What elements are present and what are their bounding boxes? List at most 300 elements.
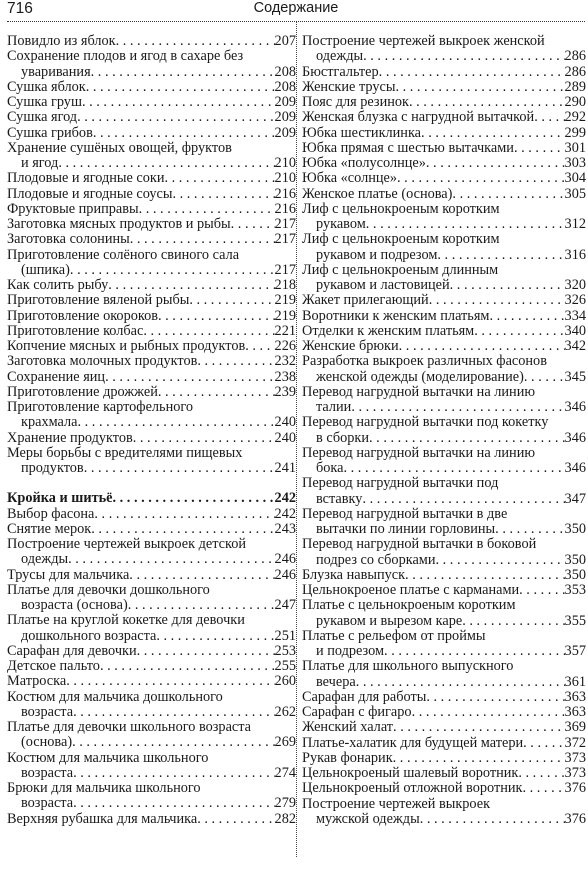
toc-entry-title: Сушка яблок (7, 79, 86, 95)
toc-page-number: 342 (564, 339, 586, 354)
toc-section-heading[interactable] (7, 491, 296, 506)
toc-entry-title: Детское пальто (7, 659, 100, 674)
toc-page-number: 373 (564, 750, 586, 766)
toc-page-number: 320 (564, 278, 586, 293)
toc-entry-title: талии (316, 400, 352, 415)
page-title: Содержание (253, 0, 339, 16)
toc-entry[interactable] (302, 34, 586, 65)
toc-page-number: 240 (274, 430, 296, 446)
toc-entry-title: Сарафан для работы (302, 689, 427, 705)
toc-entry-title: Платье для школьного выпускного (302, 659, 514, 675)
toc-page-number: 247 (274, 598, 296, 613)
toc-entry-title: возраста (21, 704, 74, 720)
toc-entry[interactable] (7, 644, 296, 659)
toc-entry[interactable] (302, 110, 586, 125)
toc-entry-title: Приготовление окороков (7, 308, 158, 324)
toc-entry-title: Приготовление колбас (7, 323, 144, 339)
toc-entry-title: продуктов (21, 461, 84, 476)
toc-entry[interactable] (7, 354, 296, 369)
toc-entry-title: Жакет прилегающий (302, 293, 429, 309)
toc-page-number: 255 (274, 659, 296, 674)
toc-entry-title: (шпика) (21, 262, 70, 278)
toc-entry-title: Платье для девочки дошкольного (7, 582, 210, 598)
toc-entry[interactable] (7, 309, 296, 324)
dot-leader (94, 507, 274, 522)
dot-leader (72, 735, 274, 750)
toc-entry[interactable] (302, 629, 586, 660)
toc-entry-title: Заготовка мясных продуктов и рыбы (7, 217, 231, 232)
dot-leader (73, 705, 274, 720)
toc-entry[interactable] (302, 339, 586, 354)
toc-entry-title: подрез со сборками (316, 552, 436, 568)
dot-leader (84, 461, 275, 476)
dot-leader (397, 171, 565, 186)
toc-entry-title: Сушка груш (7, 95, 82, 110)
toc-page-number: 216 (274, 201, 296, 217)
toc-entry-title: возраста (21, 796, 74, 812)
toc-entry-title: Трусы для мальчика (7, 567, 130, 583)
toc-page-number: 345 (564, 369, 586, 385)
dot-leader (514, 141, 565, 156)
toc-entry[interactable] (7, 568, 296, 583)
dot-leader (158, 385, 275, 400)
toc-entry-title: Приготовление вяленой рыбы (7, 293, 190, 309)
toc-page-number: 334 (564, 308, 586, 324)
toc-entry[interactable] (302, 659, 586, 690)
toc-entry-title: Приготовление солёного свиного сала (7, 247, 240, 263)
toc-entry-title: Перевод нагрудной вытачки на линию (302, 384, 536, 400)
toc-entry-title: рукавом и ластовицей (316, 278, 450, 293)
toc-entry-title: Построение чертежей выкроек (302, 796, 491, 812)
toc-entry-title: Костюм для мальчика дошкольного (7, 689, 223, 705)
toc-entry[interactable] (302, 446, 586, 477)
toc-entry[interactable] (302, 751, 586, 766)
toc-entry-title: Заготовка молочных продуктов (7, 354, 198, 370)
dot-leader (363, 49, 564, 64)
dot-leader (450, 278, 565, 293)
toc-page-number: 350 (564, 567, 586, 583)
dot-leader (93, 126, 275, 141)
dot-leader (116, 34, 275, 49)
dot-leader (436, 553, 565, 568)
toc-entry[interactable] (7, 339, 296, 354)
dot-leader (129, 568, 274, 583)
toc-entry[interactable] (302, 354, 586, 385)
toc-entry[interactable] (7, 751, 296, 782)
toc-entry[interactable] (7, 690, 296, 721)
toc-entry-title: Цельнокроеный отложной воротник (302, 781, 523, 797)
toc-entry[interactable] (7, 812, 296, 827)
toc-entry[interactable] (7, 400, 296, 431)
toc-entry-title: одежды (316, 49, 364, 65)
toc-entry[interactable] (7, 431, 296, 446)
toc-entry-title: Юбка «полусолнце» (302, 156, 426, 171)
toc-entry-title: Построение чертежей выкроек детской (7, 537, 247, 552)
toc-entry[interactable] (302, 705, 586, 720)
toc-entry-title: Костюм для мальчика школьного (7, 750, 209, 766)
toc-entry[interactable] (302, 797, 586, 828)
toc-entry-title: Приготовление дрожжей (7, 384, 158, 400)
dot-leader (91, 522, 274, 537)
toc-entry-title: Кройка и шитьё (7, 491, 113, 507)
dot-leader (100, 659, 275, 674)
toc-entry-title: (основа) (21, 735, 73, 751)
toc-entry-title: Повидло из яблок (7, 34, 116, 49)
toc-entry-title: и ягод (21, 156, 59, 171)
dot-leader (518, 766, 564, 781)
toc-page-number: 241 (274, 461, 296, 476)
toc-entry[interactable] (302, 65, 586, 80)
dot-leader (495, 522, 564, 537)
toc-entry[interactable] (7, 522, 296, 537)
toc-entry-title: крахмала (21, 415, 78, 431)
toc-page-number: 363 (564, 705, 586, 720)
toc-entry[interactable] (302, 95, 586, 110)
dot-leader (73, 796, 274, 811)
toc-entry[interactable] (7, 537, 296, 568)
dot-leader (462, 614, 564, 629)
toc-page-number: 357 (564, 644, 586, 659)
toc-entry-title: Сушка грибов (7, 125, 93, 141)
toc-page-number: 209 (274, 125, 296, 141)
toc-page-number: 304 (564, 171, 586, 187)
toc-page-number: 303 (564, 156, 586, 171)
dot-leader (384, 644, 565, 659)
toc-entry-title: уваривания (21, 64, 91, 80)
dot-leader (68, 552, 274, 567)
dot-leader (356, 675, 565, 690)
dot-leader (437, 248, 564, 263)
toc-page-number: 251 (274, 628, 296, 644)
dot-leader (523, 736, 564, 751)
toc-entry[interactable] (302, 476, 586, 507)
section-gap (7, 476, 296, 491)
dot-leader (426, 156, 565, 171)
dot-leader (66, 674, 274, 689)
toc-page-number: 376 (564, 811, 586, 827)
toc-page-number: 219 (274, 293, 296, 309)
dot-leader (189, 293, 274, 308)
dot-leader (231, 217, 275, 232)
toc-entry[interactable] (7, 385, 296, 400)
dot-leader (395, 80, 564, 95)
toc-page-number: 372 (564, 735, 586, 751)
toc-entry-title: возраста (21, 765, 74, 781)
toc-entry-title: одежды (21, 552, 69, 568)
toc-entry-title: Платье с цельнокроеным коротким (302, 598, 516, 614)
dot-leader (489, 309, 564, 324)
toc-columns (7, 34, 585, 827)
toc-entry-title: Бюстгальтер (302, 64, 379, 80)
dot-leader (409, 95, 565, 110)
page-number: 716 (7, 0, 33, 17)
toc-page-number: 274 (274, 765, 296, 781)
toc-entry[interactable] (7, 248, 296, 279)
dot-leader (362, 492, 564, 507)
toc-page-number: 246 (274, 567, 296, 583)
dot-leader (524, 370, 565, 385)
toc-entry[interactable] (302, 385, 586, 416)
toc-entry-title: Заготовка солонины (7, 232, 130, 248)
toc-column-left (7, 34, 296, 827)
toc-page-number: 350 (564, 522, 586, 537)
toc-entry-title: Брюки для мальчика школьного (7, 781, 201, 796)
toc-entry-title: Хранение продуктов (7, 430, 133, 446)
dot-leader (474, 324, 564, 339)
dot-leader (91, 65, 275, 80)
dot-leader (137, 644, 275, 659)
toc-entry-title: Снятие мерок (7, 521, 92, 537)
toc-entry-title: Платье-халатик для будущей матери (302, 735, 524, 751)
toc-entry[interactable] (7, 95, 296, 110)
toc-page-number: 286 (564, 49, 586, 65)
dot-leader (130, 232, 275, 247)
toc-entry[interactable] (7, 324, 296, 339)
toc-page-number: 279 (274, 796, 296, 812)
dot-leader (245, 339, 274, 354)
toc-page-number: 262 (274, 704, 296, 720)
toc-entry[interactable] (7, 49, 296, 80)
toc-page-number: 219 (274, 308, 296, 324)
toc-page-number: 209 (274, 95, 296, 110)
toc-entry-title: Юбка шестиклинка (302, 125, 422, 141)
toc-entry-title: вытачки по линии горловины (316, 522, 496, 537)
toc-entry-title: рукавом и подрезом (316, 247, 438, 263)
dot-leader (393, 720, 565, 735)
toc-entry-title: возраста (основа) (21, 598, 128, 613)
toc-entry[interactable] (7, 232, 296, 247)
toc-page-number: 350 (564, 552, 586, 568)
toc-entry[interactable] (302, 187, 586, 202)
toc-page-number: 269 (274, 735, 296, 751)
toc-entry-title: Женские брюки (302, 339, 399, 354)
toc-entry-title: Цельнокроеный шалевый воротник (302, 766, 519, 781)
toc-entry[interactable] (302, 598, 586, 629)
toc-entry-title: рукавом (316, 217, 366, 232)
toc-entry-title: Отделки к женским платьям (302, 323, 475, 339)
toc-entry[interactable] (302, 736, 586, 751)
toc-entry[interactable] (7, 217, 296, 232)
running-header (7, 0, 585, 24)
toc-page-number: 208 (274, 79, 296, 95)
toc-entry[interactable] (7, 80, 296, 95)
toc-page-number: 239 (274, 384, 296, 400)
toc-entry-title: Платье для девочки школьного возраста (7, 720, 252, 735)
toc-column-right (297, 34, 586, 827)
dot-leader (86, 80, 275, 95)
dot-leader (78, 415, 275, 430)
toc-entry-title: Построение чертежей выкроек женской (302, 34, 545, 49)
toc-entry-title: Верхняя рубашка для мальчика (7, 811, 198, 827)
toc-page-number: 346 (564, 461, 586, 476)
toc-page-number: 282 (274, 811, 296, 827)
toc-entry[interactable] (302, 766, 586, 781)
toc-entry-title: Копчение мясных и рыбных продуктов (7, 339, 246, 354)
dot-leader (519, 583, 564, 598)
dot-leader (108, 278, 274, 293)
toc-entry[interactable] (7, 34, 296, 49)
toc-entry-title: Платье на круглой кокетке для девочки (7, 613, 245, 629)
toc-entry[interactable] (302, 324, 586, 339)
toc-page-number: 232 (274, 354, 296, 370)
dot-leader (420, 812, 565, 827)
toc-entry[interactable] (302, 171, 586, 186)
toc-page-number: 217 (274, 232, 296, 248)
toc-entry-title: Платье с рельефом от проймы (302, 628, 486, 644)
toc-entry[interactable] (302, 80, 586, 95)
toc-entry[interactable] (302, 156, 586, 171)
toc-page-number: 369 (564, 720, 586, 736)
toc-entry-title: рукавом и вырезом каре (316, 613, 463, 629)
toc-page-number: 243 (274, 521, 296, 537)
toc-entry[interactable] (302, 781, 586, 796)
toc-entry-title: Перевод нагрудной вытачки под (302, 476, 499, 492)
dot-leader (164, 171, 274, 186)
toc-entry-title: Рукав фонарик (302, 750, 393, 766)
toc-entry[interactable] (7, 278, 296, 293)
dot-leader (405, 568, 565, 583)
toc-page-number: 210 (274, 171, 296, 187)
toc-page-number: 217 (274, 217, 296, 232)
dot-leader (158, 309, 275, 324)
toc-page-number: 290 (564, 95, 586, 110)
toc-entry-title: Приготовление картофельного (7, 400, 194, 415)
toc-entry[interactable] (7, 202, 296, 217)
toc-entry[interactable] (7, 293, 296, 308)
dot-leader (344, 461, 565, 476)
toc-page-number: 346 (564, 400, 586, 415)
toc-entry[interactable] (302, 126, 586, 141)
dot-leader (82, 95, 275, 110)
toc-entry-title: Перевод нагрудной вытачки под кокетку (302, 415, 549, 431)
toc-entry-title: мужской одежды (316, 811, 420, 827)
dot-leader (70, 263, 275, 278)
toc-page-number: 316 (564, 247, 586, 263)
toc-entry[interactable] (7, 659, 296, 674)
toc-entry-title: Сарафан для девочки (7, 643, 137, 659)
toc-entry[interactable] (302, 720, 586, 735)
dot-leader (77, 110, 274, 125)
toc-entry-title: Женская блузка с нагрудной вытачкой (302, 110, 535, 126)
toc-entry-title: дошкольного возраста (21, 628, 157, 644)
toc-entry-title: Матроска (7, 674, 67, 690)
toc-entry[interactable] (7, 370, 296, 385)
toc-entry[interactable] (7, 126, 296, 141)
toc-entry[interactable] (7, 446, 296, 477)
toc-entry[interactable] (7, 781, 296, 812)
toc-entry-title: Перевод нагрудной вытачки на линию (302, 445, 536, 461)
toc-entry[interactable] (302, 415, 586, 446)
toc-entry-title: Женский халат (302, 720, 394, 736)
toc-entry[interactable] (7, 583, 296, 614)
toc-entry-title: Лиф с цельнокроеным коротким (302, 201, 500, 217)
dot-leader (412, 705, 565, 720)
toc-entry-title: Блузка навыпуск (302, 567, 406, 583)
toc-entry-title: Меры борьбы с вредителями пищевых (7, 445, 243, 461)
toc-page-number: 347 (564, 491, 586, 507)
toc-entry-title: Женское платье (основа) (302, 186, 453, 202)
toc-page-number: 292 (564, 110, 586, 126)
toc-entry[interactable] (7, 674, 296, 689)
toc-entry-title: Воротники к женским платьям (302, 308, 490, 324)
toc-entry[interactable] (302, 568, 586, 583)
toc-entry-title: Фруктовые приправы (7, 201, 139, 217)
toc-entry[interactable] (7, 720, 296, 751)
dot-leader (426, 690, 564, 705)
toc-entry-title: бока (316, 461, 344, 476)
toc-entry-title: Плодовые и ягодные соки (7, 171, 165, 187)
toc-entry[interactable] (302, 232, 586, 263)
dot-leader (58, 156, 274, 171)
dot-leader (522, 781, 564, 796)
dot-leader (393, 751, 565, 766)
toc-entry[interactable] (7, 613, 296, 644)
dot-leader (128, 598, 275, 613)
toc-entry[interactable] (302, 690, 586, 705)
toc-entry-title: Лиф с цельнокроеным коротким (302, 232, 500, 248)
toc-entry[interactable] (7, 141, 296, 172)
dot-leader (73, 766, 274, 781)
toc-page-number: 346 (564, 430, 586, 446)
toc-page-number: 242 (274, 491, 296, 507)
toc-page-number: 208 (274, 64, 296, 80)
toc-entry-title: Разработка выкроек различных фасонов (302, 354, 547, 370)
toc-page-number: 253 (274, 643, 296, 659)
dot-leader (197, 812, 274, 827)
dot-leader (143, 324, 274, 339)
dot-leader (429, 293, 565, 308)
toc-entry[interactable] (302, 293, 586, 308)
toc-entry-title: Как солить рыбу (7, 278, 109, 293)
dot-leader (366, 217, 565, 232)
toc-page-number: 226 (274, 339, 296, 354)
toc-entry[interactable] (302, 263, 586, 294)
toc-entry[interactable] (7, 110, 296, 125)
toc-entry[interactable] (302, 507, 586, 538)
toc-page-number: 373 (564, 766, 586, 781)
toc-entry[interactable] (302, 583, 586, 598)
toc-page-number: 221 (274, 323, 296, 339)
toc-entry[interactable] (302, 141, 586, 156)
toc-page-number: 240 (274, 415, 296, 431)
toc-page-number: 242 (274, 506, 296, 522)
toc-page-number: 299 (564, 125, 586, 141)
toc-entry-title: Сарафан с фигаро (302, 705, 412, 720)
toc-page-number: 260 (274, 674, 296, 690)
toc-entry[interactable] (7, 171, 296, 186)
dot-leader (105, 370, 274, 385)
toc-page-number: 355 (564, 613, 586, 629)
toc-entry-title: вставку (316, 491, 363, 507)
toc-page-number: 376 (564, 781, 586, 797)
toc-page-number: 361 (564, 674, 586, 690)
toc-entry-title: Сохранение яиц (7, 369, 106, 385)
toc-entry-title: женской одежды (моделирование) (316, 369, 524, 385)
toc-entry[interactable] (302, 537, 586, 568)
toc-entry[interactable] (7, 187, 296, 202)
toc-page-number: 238 (274, 369, 296, 385)
dot-leader (197, 354, 274, 369)
toc-page-number: 246 (274, 552, 296, 568)
toc-page-number: 326 (564, 293, 586, 309)
dot-leader (421, 126, 565, 141)
toc-entry-title: Пояс для резинок (302, 95, 409, 110)
dot-leader (172, 187, 274, 202)
toc-page-number: 301 (564, 140, 586, 156)
toc-entry[interactable] (302, 309, 586, 324)
toc-entry[interactable] (7, 507, 296, 522)
toc-entry[interactable] (302, 202, 586, 233)
